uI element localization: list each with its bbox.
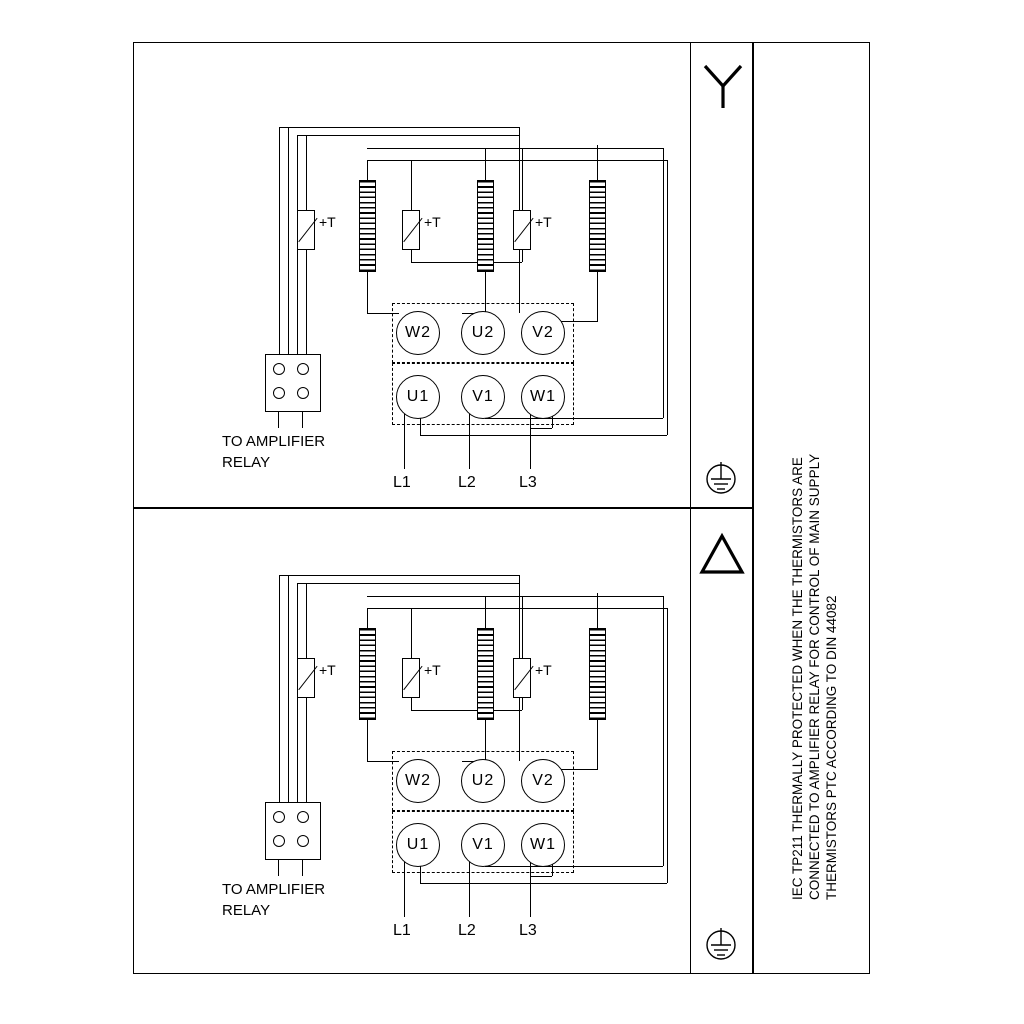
terminal-u2-star: U2 [461,311,505,355]
thermistor-3-lead-top-star [522,148,523,210]
note-line-1: IEC TP211 THERMALLY PROTECTED WHEN THE THERMISTORS ARE [790,457,805,900]
thermistor-1-star [297,210,315,250]
thermistor-2-lead-bot-star [411,250,412,262]
panel-star-symbol-divider [690,42,691,508]
bus-top-2-delta [367,596,663,597]
connector-dot-1-delta [273,811,285,823]
coil-3-lead-top-delta [597,593,598,628]
terminal-v2-star: V2 [521,311,565,355]
thermistor-1-delta [297,658,315,698]
connector-dot-4-delta [297,835,309,847]
terminal-w2-delta: W2 [396,759,440,803]
thermistor-chain-left-star [288,127,289,355]
supply-l3-jog-star [530,428,552,429]
thermistor-3-lead-bot-star [522,250,523,262]
coil-1-lead-top-delta [367,608,368,628]
connector-out-1-star [278,412,279,428]
thermistor-2-star [402,210,420,250]
winding-coil-2-star [477,180,494,272]
thermistor-2-label-star: +T [424,214,441,230]
thermistor-2-to-3-star [411,262,522,263]
thermistor-1-label-star: +T [319,214,336,230]
coil-1-lead-bottom-star [367,272,368,314]
coil-2-lead-top-star [485,148,486,180]
supply-label-l2-star: L2 [458,474,476,491]
thermistor-2-lead-top-delta [411,608,412,658]
return-line-1-star [420,435,667,436]
thermistor-3-lead-top-delta [522,596,523,658]
connector-dot-2-delta [297,811,309,823]
thermistor-1-lead-bot-star [306,250,307,355]
terminal-w1-delta: W1 [521,823,565,867]
coil-1-lead-bottom-delta [367,720,368,762]
bus-top-3-delta [279,575,519,576]
terminal-v1-star: V1 [461,375,505,419]
terminal-w1-star: W1 [521,375,565,419]
thermistor-2-lead-top-star [411,160,412,210]
amplifier-relay-label-line2-delta: RELAY [222,902,271,919]
delta-triangle-symbol [698,532,746,576]
coil-3-lead-top-star [597,145,598,180]
coil-1-lead-top-star [367,160,368,180]
terminal-w2-star: W2 [396,311,440,355]
bus-down-left-delta [279,575,280,811]
supply-label-l3-star: L3 [519,474,537,491]
amplifier-relay-label-line1-delta: TO AMPLIFIER [222,881,326,898]
bus-top-2-star [367,148,663,149]
connector-out-2-star [302,412,303,428]
thermistor-2-delta [402,658,420,698]
winding-coil-1-star [359,180,376,272]
supply-l3-jog-delta [530,876,552,877]
thermistor-1-lead-bot-delta [306,698,307,803]
coil-3-lead-bottom-star [597,272,598,322]
supply-label-l1-delta: L1 [393,922,411,939]
thermistor-3-lead-bot-delta [522,698,523,710]
amplifier-connector-block-star [265,354,321,412]
coil-2-lead-top-delta [485,596,486,628]
earth-ground-symbol-delta [698,924,744,966]
bus-top-3-star [279,127,519,128]
terminal-v2-delta: V2 [521,759,565,803]
terminal-u2-delta: U2 [461,759,505,803]
thermistor-3-delta [513,658,531,698]
amplifier-relay-label-line1-star: TO AMPLIFIER [222,433,326,450]
connector-dot-3-delta [273,835,285,847]
star-y-symbol [700,62,746,110]
connector-dot-4-star [297,387,309,399]
connector-out-1-delta [278,860,279,876]
supply-label-l2-delta: L2 [458,922,476,939]
bus-right-1-delta [667,608,668,883]
bus-top-1-delta [367,608,667,609]
thermistor-3-label-delta: +T [535,662,552,678]
bus-right-2-delta [663,596,664,866]
thermistor-1-lead-top-star [306,135,307,210]
coil-3-lead-bottom-delta [597,720,598,770]
thermistor-1-label-delta: +T [319,662,336,678]
winding-coil-1-delta [359,628,376,720]
bus-top-4-delta [297,583,519,584]
connector-out-2-delta [302,860,303,876]
note-line-3: THERMISTORS PTC ACCORDING TO DIN 44082 [824,595,839,900]
terminal-u1-star: U1 [396,375,440,419]
terminal-u1-delta: U1 [396,823,440,867]
winding-coil-3-delta [589,628,606,720]
thermistor-2-lead-bot-delta [411,698,412,710]
earth-ground-symbol-star [698,458,744,500]
bus-top-4-star [297,135,519,136]
connector-dot-1-star [273,363,285,375]
supply-label-l1-star: L1 [393,474,411,491]
panel-delta-symbol-divider [690,508,691,974]
bus-right-2-star [663,148,664,418]
thermistor-chain-left-delta [288,575,289,803]
winding-coil-3-star [589,180,606,272]
terminal-v1-delta: V1 [461,823,505,867]
connector-dot-3-star [273,387,285,399]
supply-label-l3-delta: L3 [519,922,537,939]
thermistor-2-label-delta: +T [424,662,441,678]
amplifier-relay-label-line2-star: RELAY [222,454,271,471]
bus-right-1-star [667,160,668,435]
connector-dot-2-star [297,363,309,375]
note-line-2: CONNECTED TO AMPLIFIER RELAY FOR CONTROL OF MAIN SUPPLY [807,453,822,900]
bus-down-left-star [279,127,280,363]
thermistor-3-star [513,210,531,250]
thermistor-1-lead-top-delta [306,583,307,658]
return-line-1-delta [420,883,667,884]
thermistor-2-to-3-delta [411,710,522,711]
bus-top-1-star [367,160,667,161]
thermistor-3-label-star: +T [535,214,552,230]
amplifier-connector-block-delta [265,802,321,860]
winding-coil-2-delta [477,628,494,720]
